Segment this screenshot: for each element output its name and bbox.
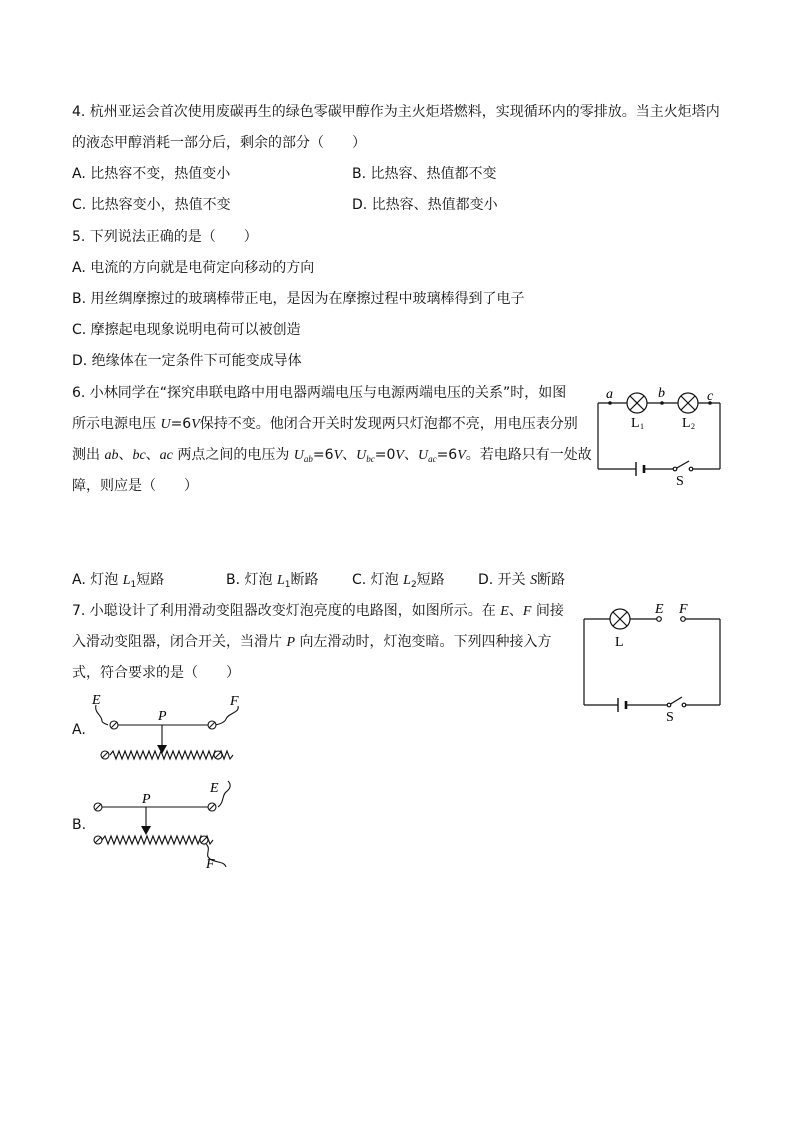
q6-stem-line3: 测出 ab、bc、ac 两点之间的电压为 $U_{ab}=6V$、$U_{bc}=0V$、$U_{ac}=6V$。若电路只有一处故 [72, 447, 592, 464]
q4-option-b: B. 比热容、热值都不变 [352, 166, 497, 182]
q7-option-b-diagram [88, 777, 258, 872]
battery-icon [618, 698, 626, 712]
terminal-e-icon [657, 617, 686, 622]
q4-option-a: A. 比热容不变，热值变小 [72, 166, 231, 182]
q7-option-a-label: A. [72, 722, 86, 738]
label-f: F [230, 694, 239, 709]
label-s: S [676, 474, 684, 489]
label-l2: L [682, 416, 691, 431]
label-l1-sub: 1 [640, 422, 644, 431]
q5-option-d: D. 绝缘体在一定条件下可能变成导体 [72, 353, 302, 369]
terminal-icons [94, 803, 216, 844]
q6-stem-line2: 所示电源电压 U=6V保持不变。他闭合开关时发现两只灯泡都不亮，用电压表分别 [72, 416, 578, 432]
q6-option-c: C. 灯泡 $L_2$短路 [352, 572, 445, 590]
q7-stem-line2: 入滑动变阻器，闭合开关，当滑片 P 向左滑动时，灯泡变暗。下列四种接入方 [72, 634, 552, 650]
bulb-l1-icon [627, 393, 647, 413]
q5-option-b: B. 用丝绸摩擦过的玻璃棒带正电，是因为在摩擦过程中玻璃棒得到了电子 [72, 291, 525, 307]
q6-option-b: B. 灯泡 $L_1$断路 [226, 572, 319, 590]
label-p: P [142, 792, 151, 807]
label-p: P [158, 709, 167, 724]
label-l1: L [631, 416, 640, 431]
node-label-b: b [658, 386, 665, 401]
label-f: F [206, 857, 215, 872]
bulb-l2-icon [678, 393, 698, 413]
q6-option-a: A. 灯泡 $L_1$短路 [72, 572, 165, 590]
label-l2-sub: 2 [691, 422, 695, 431]
q5-stem: 5. 下列说法正确的是（ ） [72, 229, 258, 245]
q6-stem-line1: 6. 小林同学在“探究串联电路中用电器两端电压与电源两端电压的关系”时，如图 [72, 385, 567, 401]
q6-circuit-diagram [590, 380, 730, 490]
battery-icon [636, 462, 644, 476]
q4-stem-line2: 的液态甲醇消耗一部分后，剩余的部分（ ） [72, 135, 366, 151]
label-e: E [210, 781, 219, 796]
q4-option-d: D. 比热容、热值都变小 [352, 197, 498, 213]
switch-icon [673, 461, 693, 471]
q6-stem-line4: 障，则应是（ ） [72, 478, 198, 494]
label-l: L [615, 635, 624, 650]
q5-option-c: C. 摩擦起电现象说明电荷可以被创造 [72, 322, 301, 338]
q7-circuit-diagram [580, 600, 730, 725]
node-label-a: a [606, 387, 613, 402]
switch-icon [667, 697, 686, 707]
q7-option-b-label: B. [72, 817, 87, 833]
slider-arrow-icon [141, 826, 151, 835]
label-f: F [679, 602, 688, 617]
slider-arrow-icon [157, 745, 167, 754]
q5-option-a: A. 电流的方向就是电荷定向移动的方向 [72, 260, 315, 276]
q6-option-d: D. 开关 S断路 [478, 572, 566, 588]
node-label-c: c [707, 389, 714, 404]
label-s: S [666, 710, 674, 725]
label-e: E [92, 693, 101, 708]
q7-option-a-diagram [88, 695, 258, 770]
label-e: E [655, 602, 664, 617]
bulb-l-icon [610, 609, 630, 629]
q7-stem-line1: 7. 小聪设计了利用滑动变阻器改变灯泡亮度的电路图，如图所示。在 E、F 间接 [72, 603, 564, 619]
q7-stem-line3: 式，符合要求的是（ ） [72, 665, 240, 681]
q4-option-c: C. 比热容变小，热值不变 [72, 197, 231, 213]
q4-stem-line1: 4. 杭州亚运会首次使用废碳再生的绿色零碳甲醇作为主火炬塔燃料，实现循环内的零排放。当主火炬塔内 [72, 104, 720, 120]
